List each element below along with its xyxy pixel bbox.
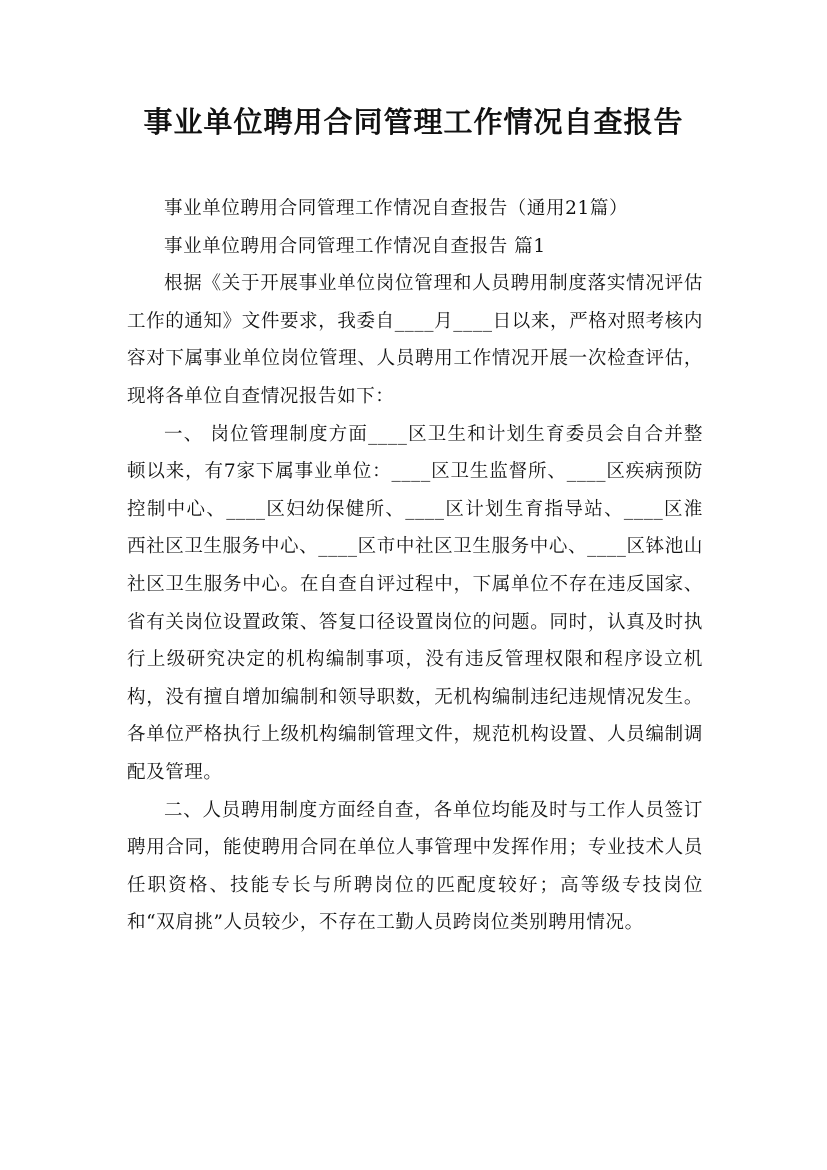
paragraph-post-management: 一、 岗位管理制度方面____区卫生和计划生育委员会自合并整顿以来，有7家下属事业单位：____区卫生监督所、____区疾病预防控制中心、____区妇幼保健所、____区计划生育指导站、____区淮西社区卫生服务中心、____区市中社区卫生服务中心、____区钵池山社区卫生服务中心。在自查自评过程中，下属单位不存在违反国家、省有关岗位设置政策、答复口径设置岗位的问题。同时，认真及时执行上级研究决定的机构编制事项，没有违反管理权限和程序设立机构，没有擅自增加编制和领导职数，无机构编制违纪违规情况发生。各单位严格执行上级机构编制管理文件，规范机构设置、人员编制调配及管理。	[127, 423, 703, 783]
document-body	[127, 190, 703, 942]
paragraph-employment-system: 二、人员聘用制度方面经自查，各单位均能及时与工作人员签订聘用合同，能使聘用合同在单位人事管理中发挥作用；专业技术人员任职资格、技能专长与所聘岗位的匹配度较好；高等级专技岗位和“双肩挑”人员较少，不存在工勤人员跨岗位类别聘用情况。	[127, 799, 703, 934]
document-title: 事业单位聘用合同管理工作情况自查报告	[143, 105, 684, 139]
paragraph-subtitle: 事业单位聘用合同管理工作情况自查报告（通用21篇）	[164, 198, 629, 219]
paragraph-section-heading: 事业单位聘用合同管理工作情况自查报告 篇1	[164, 235, 546, 257]
paragraph-intro: 根据《关于开展事业单位岗位管理和人员聘用制度落实情况评估工作的通知》文件要求，我委自____月____日以来，严格对照考核内容对下属事业单位岗位管理、人员聘用工作情况开展一次检查评估，现将各单位自查情况报告如下：	[127, 273, 703, 407]
